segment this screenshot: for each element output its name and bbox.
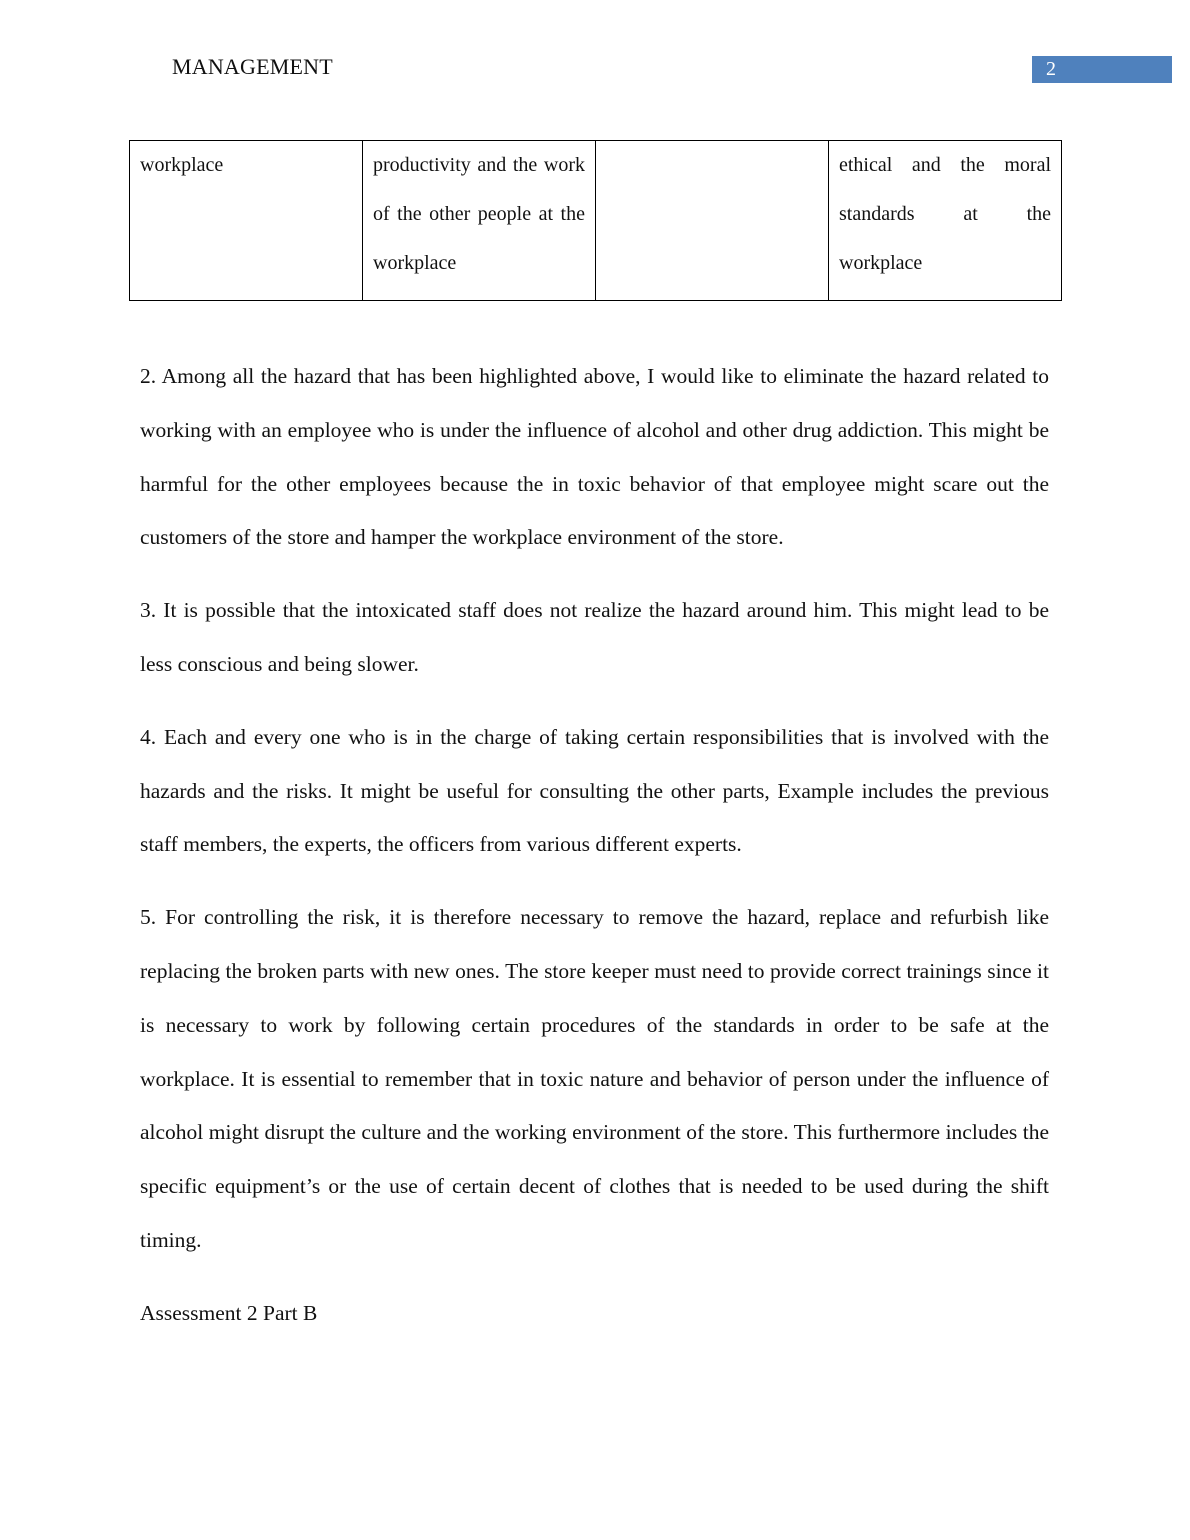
section-heading: Assessment 2 Part B (140, 1300, 318, 1325)
table-cell: workplace (130, 141, 363, 301)
table-row (130, 141, 1062, 301)
risk-table (129, 140, 1062, 301)
paragraph-answer-2: 2. Among all the hazard that has been highlighted above, I would like to eliminate the hazard related to working with an employee who is under the influence of alcohol and other drug addiction. This might be harmful for the other employees because the in toxic behavior of that employee might scare out the customers of the store and hamper the workplace environment of the store. (140, 364, 1049, 550)
table-cell (596, 141, 829, 301)
page-number-badge: 2 (1032, 56, 1172, 83)
document-body (140, 350, 1049, 1360)
paragraph-answer-3: 3. It is possible that the intoxicated staff does not realize the hazard around him. This might lead to be less conscious and being slower. (140, 598, 1049, 676)
table-cell: ethical and the moral standards at the workplace (829, 141, 1062, 301)
paragraph-answer-5: 5. For controlling the risk, it is therefore necessary to remove the hazard, replace and refurbish like replacing the broken parts with new ones. The store keeper must need to provide correct trainings since it is necessary to work by following certain procedures of the standards in order to be safe at the workplace. It is essential to remember that in toxic nature and behavior of person under the influence of alcohol might disrupt the culture and the working environment of the store. This furthermore includes the specific equipment’s or the use of certain decent of clothes that is needed to be used during the shift timing. (140, 905, 1049, 1252)
paragraph-answer-4: 4. Each and every one who is in the charge of taking certain responsibilities that is involved with the hazards and the risks. It might be useful for consulting the other parts, Example includes the previous staff members, the experts, the officers from various different experts. (140, 724, 1049, 857)
table-cell: productivity and the work of the other people at the workplace (363, 141, 596, 301)
running-header-title: MANAGEMENT (172, 54, 333, 79)
